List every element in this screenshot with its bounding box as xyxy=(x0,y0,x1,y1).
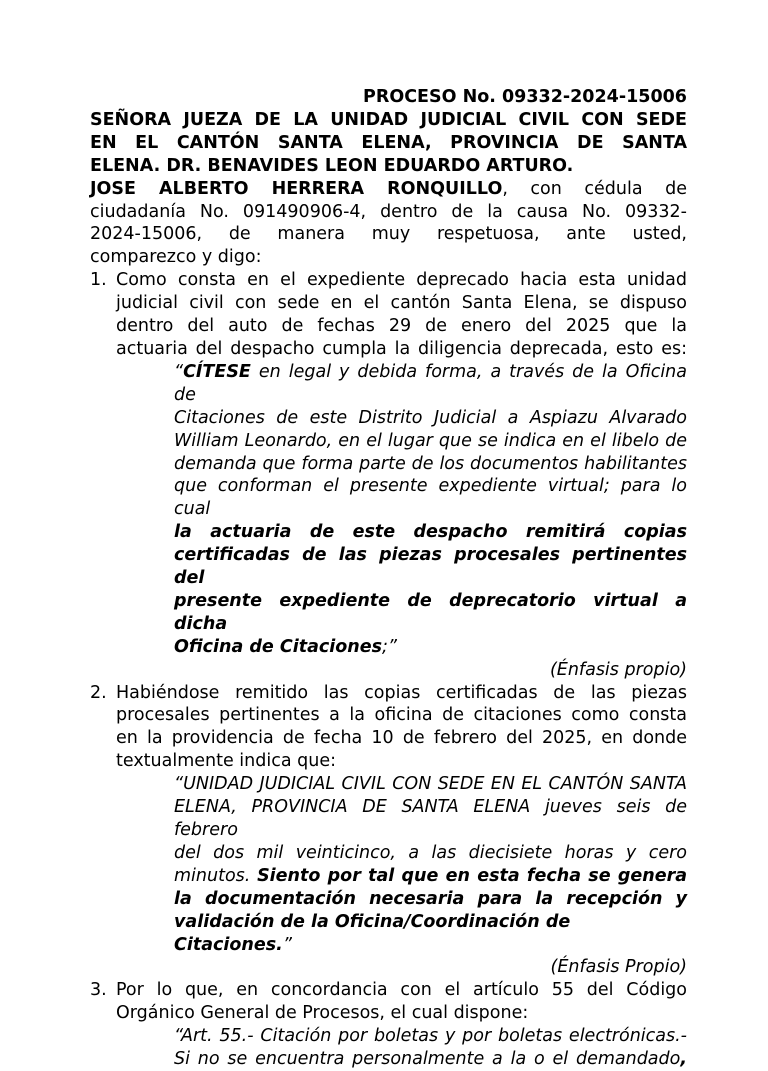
quote-line: Citaciones de este Distrito Judicial a Aspiazu Alvarado xyxy=(174,407,687,428)
quote-block xyxy=(116,1025,687,1071)
item-line: actuaria del despacho cumpla la diligencia deprecada, esto es: xyxy=(116,338,687,359)
quote-bold: CÍTESE xyxy=(183,361,251,382)
quote-line: del dos mil veinticinco, a las diecisiete horas y cero xyxy=(174,842,687,863)
list-number: 3. xyxy=(90,980,107,1001)
quote-line xyxy=(174,636,687,659)
document-body xyxy=(90,86,687,1071)
petitioner-name: JOSE ALBERTO HERRERA RONQUILLO xyxy=(90,178,503,199)
quote-block xyxy=(116,361,687,682)
item-line: en la providencia de fecha 10 de febrero del 2025, en donde xyxy=(116,728,687,749)
quote-block xyxy=(116,773,687,979)
quote-line: William Leonardo, en el lugar que se indica en el libelo de xyxy=(174,430,687,451)
quote-bold: validación de la Oficina/Coordinación de Citaciones. xyxy=(174,911,571,955)
quote-mark: ” xyxy=(282,934,292,955)
quote-line: “UNIDAD JUDICIAL CIVIL CON SEDE EN EL CANTÓN SANTA xyxy=(174,774,687,795)
quote-line: la documentación necesaria para la recepción y xyxy=(174,888,687,909)
item-line: judicial civil con sede en el cantón Santa Elena, se dispuso xyxy=(116,293,687,314)
item-line: Orgánico General de Procesos, el cual dispone: xyxy=(116,1003,529,1024)
quote-line xyxy=(174,911,687,957)
quote-line: la actuaria de este despacho remitirá copias xyxy=(174,522,687,543)
item-line: textualmente indica que: xyxy=(116,751,337,772)
item-line: dentro del auto de fechas 29 de enero del 2025 que la xyxy=(116,316,687,337)
quote-text: Si no se encuentra personalmente a la o el demandado xyxy=(174,1049,681,1070)
quote-line: que conforman el presente expediente virtual; para lo cual xyxy=(174,476,687,520)
item-line: Habiéndose remitido las copias certificadas de las piezas xyxy=(116,682,687,703)
quote-bold: , xyxy=(680,1049,687,1070)
intro-line: ciudadanía No. 091490906-4, dentro de la causa No. 09332- xyxy=(90,201,687,222)
intro-line xyxy=(90,178,687,201)
intro-paragraph xyxy=(90,178,687,270)
quote-line: ELENA, PROVINCIA DE SANTA ELENA jueves seis de febrero xyxy=(174,797,687,840)
quote-bold: Siento por tal que en esta fecha se genera xyxy=(257,865,688,886)
quote-line xyxy=(174,865,687,888)
quote-line: certificadas de las piezas procesales pertinentes del xyxy=(174,545,687,589)
proceso-number: PROCESO No. 09332-2024-15006 xyxy=(363,87,687,107)
quote-mark: “ xyxy=(174,361,184,382)
item-line: Por lo que, en concordancia con el artículo 55 del Código xyxy=(116,980,687,1001)
quote-text: minutos. xyxy=(174,865,258,886)
quote-line: presente expediente de deprecatorio virtual a dicha xyxy=(174,590,687,634)
item-line: procesales pertinentes a la oficina de citaciones como consta xyxy=(116,705,687,726)
heading-line: ELENA. DR. BENAVIDES LEON EDUARDO ARTURO. xyxy=(90,155,574,176)
quote-line: demanda que forma parte de los documentos habilitantes xyxy=(174,453,687,474)
quote-line xyxy=(174,361,687,407)
quote-line: “Art. 55.- Citación por boletas y por boletas electrónicas.- xyxy=(174,1026,687,1047)
emphasis-note: (Énfasis propio) xyxy=(549,659,687,680)
intro-line: 2024-15006, de manera muy respetuosa, ante usted, xyxy=(90,224,687,245)
list-item-1 xyxy=(90,269,687,681)
heading-line: SEÑORA JUEZA DE LA UNIDAD JUDICIAL CIVIL CON SEDE xyxy=(90,109,687,130)
item-line: Como consta en el expediente deprecado hacia esta unidad xyxy=(116,270,687,291)
quote-text: en legal y debida forma, a través de la Oficina de xyxy=(174,361,687,405)
list-item-2 xyxy=(90,682,687,980)
list-number: 2. xyxy=(90,682,107,703)
quote-bold: Oficina de Citaciones xyxy=(174,636,383,657)
quote-mark: ;” xyxy=(382,636,397,657)
heading-line: EN EL CANTÓN SANTA ELENA, PROVINCIA DE SANTA xyxy=(90,132,687,153)
quote-line xyxy=(174,1048,687,1071)
addressee-heading xyxy=(90,109,687,178)
list-item-3 xyxy=(90,979,687,1071)
emphasis-note: (Énfasis Propio) xyxy=(550,957,687,978)
intro-text: , con cédula de xyxy=(502,178,687,199)
intro-line: comparezco y digo: xyxy=(90,247,262,268)
list-number: 1. xyxy=(90,270,107,291)
